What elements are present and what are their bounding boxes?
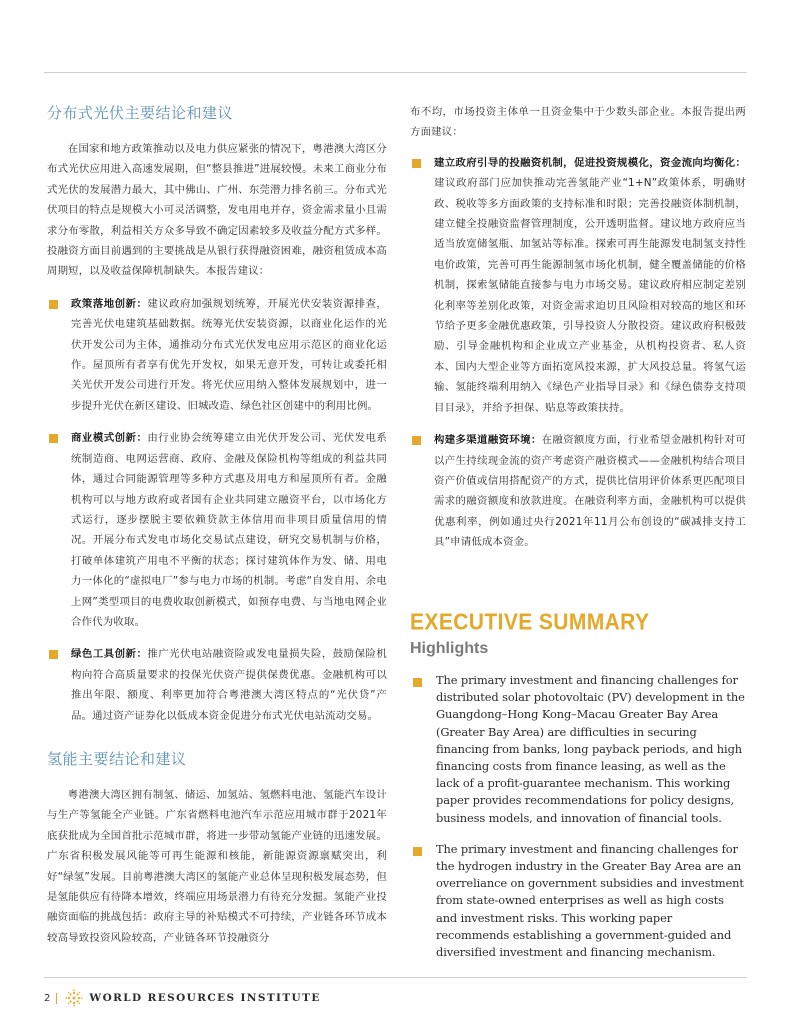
hydrogen-bullet-financing-environment <box>410 430 746 552</box>
pv-bullet-business-model <box>47 428 387 632</box>
bullet-body: 由行业协会统筹建立由光伏开发公司、光伏发电系统制造商、电网运营商、政府、金融及保险机构等组成的利益共同体，通过合同能源管理等多种方式惠及用电方和屋顶所有者。金融机构可以与地方政府或者国有企业共同建立融资平台，以市场化方式运行，逐步摆脱主要依赖贷款主体信用而非项目质量信用的情况。开展分布式发电市场化交易试点建设，研究交易机制与价格，打破单体建筑产用电不平衡的状态；探讨建筑体作为发、储、用电力一体化的“虚拟电厂”参与电力市场的机制。考虑“自发自用、余电上网”类型项目的电费收取创新模式，如预存电费、与当地电网企业合作代为收取。 <box>71 432 387 628</box>
bullet-body: 推广光伏电站融资险或发电量损失险，鼓励保险机构向符合高质量要求的投保光伏资产提供保费优惠。金融机构可以推出年限、额度、利率更加符合粤港澳大湾区特点的“光伏贷”产品。通过资产证券化以低成本资金促进分布式光伏电站流动交易。 <box>71 648 387 722</box>
page-number: 2 <box>44 992 51 1004</box>
highlight-item <box>410 672 746 827</box>
pv-bullet-green-tools <box>47 644 387 726</box>
square-bullet-icon <box>412 436 421 445</box>
hydrogen-intro-continued: 布不均，市场投资主体单一且资金集中于少数头部企业。本报告提出两方面建议： <box>410 106 746 139</box>
pv-bullet-policy <box>47 294 387 416</box>
pv-intro-paragraph: 在国家和地方政策推动以及电力供应紧张的情况下，粤港澳大湾区分布式光伏应用进入高速发展期，但“整县推进”进展较慢。未来工商业分布式光伏的发展潜力最大，其中佛山、广州、东莞潜力排名前三。分布式光伏项目的特点是规模大小可灵活调整，发电用电并存，资金需求量小且需求分布零散，利益相关方众多导致不确定因素较多及收益分配方式多样。投融资方面目前遇到的主要挑战是从银行获得融资困难，融资租赁成本高周期短，以及收益保障机制缺失。本报告建议： <box>47 143 387 278</box>
bottom-rule <box>44 977 747 978</box>
executive-summary <box>410 610 746 975</box>
square-bullet-icon <box>412 159 421 168</box>
bullet-title: 建立政府引导的投融资机制，促进投资规模化，资金流向均衡化： <box>434 156 746 169</box>
executive-summary-title: EXECUTIVE SUMMARY <box>410 610 650 635</box>
left-column <box>47 102 387 948</box>
highlight-text: The primary investment and financing challenges for the hydrogen industry in the Greater Bay Area are an overreliance on government subsidies and investment from state-owned enterprises as well as high costs and investment risks. This working paper recommends establishing a government-guided and diversified investment and financing mechanism. <box>436 841 744 960</box>
highlights-subtitle: Highlights <box>410 640 489 657</box>
bullet-title: 绿色工具创新： <box>71 648 148 661</box>
page-footer <box>44 988 321 1008</box>
highlight-text: The primary investment and financing challenges for distributed solar photovoltaic (PV) development in the Guangdong–Hong Kong–Macau Greater Bay Area (Greater Bay Area) are difficulties in securing financing from banks, long payback periods, and high financing costs from finance leasing, as well as the lack of a profit-guarantee mechanism. This working paper provides recommendations for policy designs, business models, and innovation of financial tools. <box>436 673 745 825</box>
top-rule <box>44 72 747 73</box>
square-bullet-icon <box>49 650 58 659</box>
organization-name: WORLD RESOURCES INSTITUTE <box>89 992 321 1004</box>
hydrogen-intro-paragraph: 粤港澳大湾区拥有制氢、储运、加氢站、氢燃料电池、氢能汽车设计与生产等氢能全产业链。广东省燃料电池汽车示范应用城市群于2021年底获批成为全国首批示范城市群，将进一步带动氢能产业链的迅速发展。广东省积极发展风能等可再生能源和核能，新能源资源禀赋突出，利好“绿氢”发展。目前粤港澳大湾区的氢能产业总体呈现积极发展态势，但是氢能供应有待降本增效，终端应用场景潜力有待充分发掘。氢能产业投融资面临的挑战包括：政府主导的补贴模式不可持续，产业链各环节成本较高导致投资风险较高，产业链各环节投融资分 <box>47 788 387 944</box>
square-bullet-icon <box>49 300 58 309</box>
wri-logo-icon <box>65 989 83 1007</box>
square-bullet-icon <box>413 678 422 687</box>
bullet-body: 在融资额度方面，行业希望金融机构针对可以产生持续现金流的资产考虑资产融资模式——金融机构结合项目资产价值或信用搭配资产的方式，提供比信用评价体系更匹配项目需求的融资额度和放款进度。在融资利率方面，金融机构可以提供优惠利率，例如通过央行2021年11月公布创设的“碳减排支持工具”申请低成本资金。 <box>434 434 746 549</box>
right-column <box>410 102 746 960</box>
pv-section-heading: 分布式光伏主要结论和建议 <box>47 104 234 122</box>
highlight-item <box>410 841 746 961</box>
bullet-title: 构建多渠道融资环境： <box>434 434 542 447</box>
hydrogen-bullet-government-mechanism <box>410 153 746 418</box>
bullet-body: 建议政府加强规划统筹，开展光伏安装资源排查，完善光伏电建筑基础数据。统筹光伏安装资源，以商业化运作的光伏开发公司为主体，通推动分布式光伏发电应用示范区的商业化运作。屋顶所有者享有优先开发权，如果无意开发，可转让或委托相关光伏开发公司进行开发。将光伏应用纳入整体发展规划中，进一步提升光伏在新区建设、旧城改造、绿色社区创建中的利用比例。 <box>71 297 387 412</box>
hydrogen-section-heading: 氢能主要结论和建议 <box>47 749 187 768</box>
bullet-title: 商业模式创新： <box>71 432 148 445</box>
bullet-body: 建议政府部门应加快推动完善氢能产业“1+N”政策体系，明确财政、税收等多方面政策的支持标准和时限；完善投融资体制机制，建立健全投融资监督管理制度，公开透明监督。建议地方政府应当适当放宽储氢瓶、加氢站等标准。探索可再生能源发电制氢支持性电价政策，完善可再生能源制氢市场化机制，健全覆盖储能的价格机制，探索氢储能直接参与电力市场交易。建议政府相应制定差别化利率等差别化政策，对资金需求迫切且风险相对较高的地区和环节给予更多金融优惠政策，引导投资人分散投资。建议政府积极鼓励、引导金融机构和企业成立产业基金，从机构投资者、私人资本、国内大型企业等方面拓宽风投来源，扩大风投总量。将氢气运输、氢能终端利用纳入《绿色产业指导目录》和《绿色债券支持项目目录》，并给予担保、贴息等政策扶持。 <box>434 177 746 414</box>
footer-separator <box>56 993 57 1004</box>
bullet-title: 政策落地创新： <box>71 297 148 310</box>
square-bullet-icon <box>413 847 422 856</box>
square-bullet-icon <box>49 434 58 443</box>
